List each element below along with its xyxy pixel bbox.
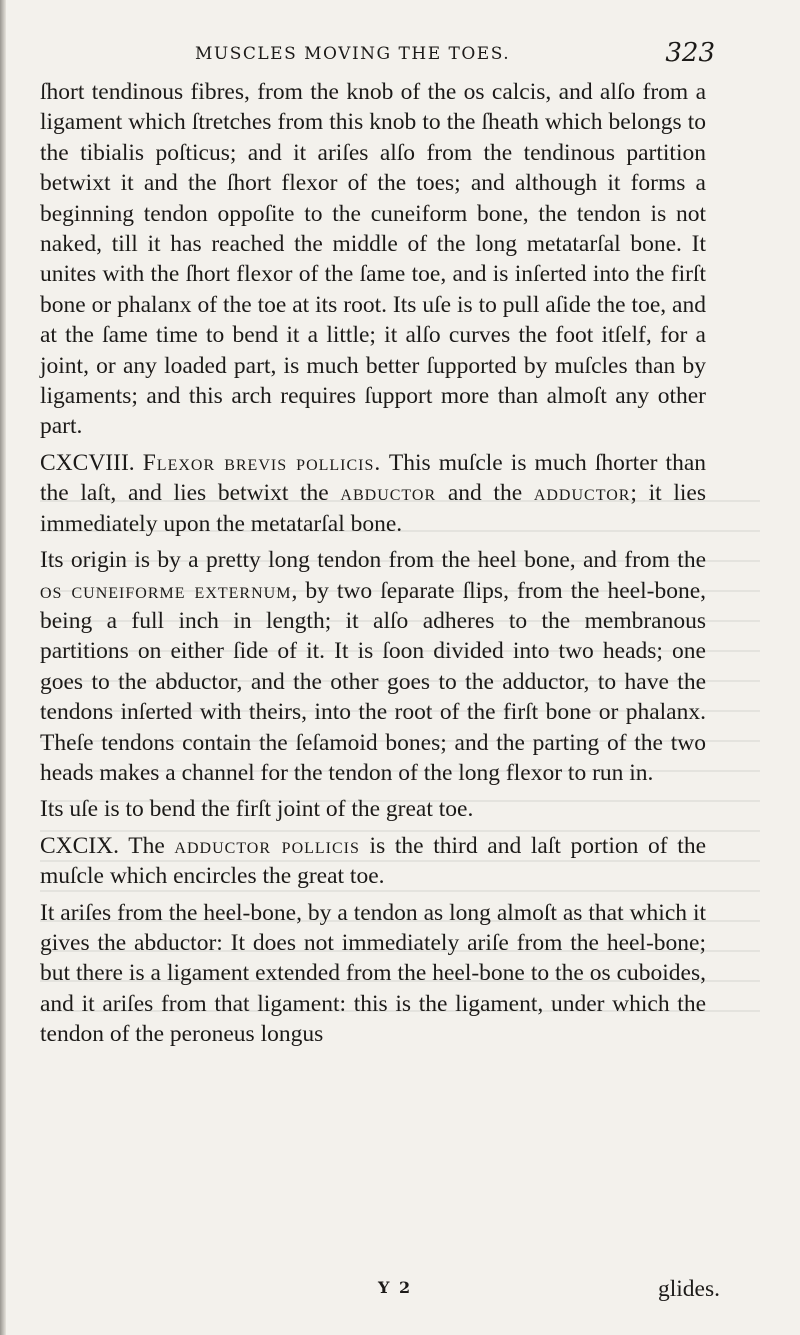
paragraph-text: It ariſes from the heel-bone, by a tendon as long almoſt as that which it gives the abductor: It does not immediately ariſe from the heel-bone; but there is a ligament extended from the heel-bone to the os cuboides, and it ariſes from that ligament: this is the ligament, under which the tendon of the peroneus longus [40,899,706,1048]
paragraph-text: Its uſe is to bend the firſt joint of the great toe. [40,796,474,823]
paragraph-text: , by two ſeparate ſlips, from the heel-bone, being a full inch in length; it alſo adheres to the membranous partitions on either ſide of it. It is ſoon divided into two heads; one goes to the abductor, and the other goes to the adductor, to have the tendons inſerted with theirs, into the root of the firſt bone or phalanx. Theſe tendons contain the ſeſamoid bones; and the parting of the two heads makes a channel for the tendon of the long flexor to run in. [40,577,707,786]
paragraph-text: is the third and laſt portion of the muſcle which encircles the great toe. [40,832,706,890]
page-edge-shadow [0,0,6,1335]
paragraph-text: Its origin is by a pretty long tendon from the heel bone, and from the [40,547,706,574]
paragraph-continued [40,77,706,442]
page-number: 323 [665,38,715,68]
signature-mark: Y 2 [378,1278,413,1297]
section-number: CXCIX. [40,832,119,859]
section-number: CXCVIII. [40,449,135,476]
catchword: glides. [657,1276,720,1302]
paragraph-text: and the [436,480,534,507]
paragraph-text: This muſcle is much ſhorter than the laſt, and lies betwixt the [40,449,706,507]
paragraph-use [40,794,706,824]
paragraph-text: The [119,832,175,859]
muscle-term: abductor [340,480,437,507]
paragraph-text: ; it lies immediately upon the metatarſal bone. [40,480,706,537]
paragraph-text: ſhort tendinous fibres, from the knob of the os calcis, and alſo from a ligament which ſtretches from this knob to the ſheath which belongs to the tibialis poſticus; and it ariſes alſo from the tendinous partition betwixt it and the ſhort flexor of the toes; and although it forms a beginning tendon oppoſite to the cuneiform bone, the tendon is not naked, till it has reached the middle of the long metatarſal bone. It unites with the ſhort flexor of the ſame toe, and is inſerted into the firſt bone or phalanx of the toe at its root. Its uſe is to pull aſide the toe, and at the ſame time to bend it a little; it alſo curves the foot itſelf, for a joint, or any loaded part, is much better ſupported by muſcles than by ligaments; and this arch requires ſupport more than almoſt any other part. [40,79,706,440]
page-header [195,38,715,68]
section-cxcix [40,831,706,892]
bone-term: os cuneiforme externum [40,577,292,604]
muscle-name: Flexor brevis pollicis. [142,449,382,476]
paragraph-origin [40,545,706,788]
running-head: MUSCLES MOVING THE TOES. [195,44,511,64]
body-text [40,77,706,1050]
muscle-name: adductor pollicis [174,832,360,859]
muscle-term: adductor [533,480,631,507]
page-footer [40,1278,720,1314]
paragraph-arises [40,898,706,1050]
section-cxcviii [40,448,706,539]
